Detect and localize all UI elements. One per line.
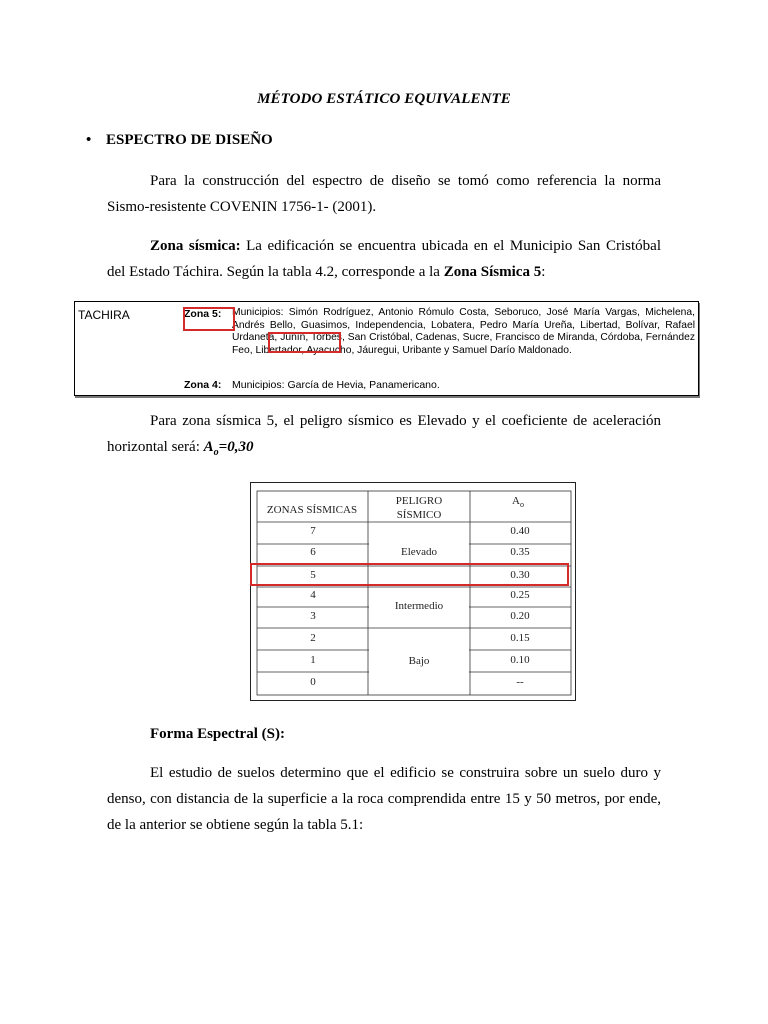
ao-value-1: 0.10 [510,654,530,666]
ao-symbol: A [203,439,214,455]
highlight-zona-5 [183,307,235,331]
peligro-bajo: Bajo [408,655,430,667]
tachira-zone-table [74,301,699,396]
zone-0: 0 [310,676,316,688]
highlight-zona-5-row [250,563,569,586]
ao-value: =0,30 [218,439,254,455]
zone-5: 5 [310,569,316,581]
paragraph-suelos-text: El estudio de suelos determino que el edificio se construira sobre un suelo duro y denso, con distancia de la superficie a la roca comprendida entre 15 y 50 metros, por ende, de la anterior se obtiene según la tabla 5.1: [107,765,661,833]
zona-sismica-colon: : [541,264,546,280]
zona-5-municipios: Municipios: Simón Rodríguez, Antonio Rómulo Costa, Seboruco, José María Vargas, Michelena, Andrés Bello, Guasimos, Independencia, Lobatera, Pedro María Ureña, Libertad, Bolívar, Rafael Urdaneta, Junín, Torbes, San Cristóbal, Cadenas, Sucre, Francisco de Miranda, Córdoba, Fernández Feo, Libertador, Ayacucho, Jáuregui, Uribante y Samuel Darío Maldonado. [232,307,695,356]
zone-3: 3 [310,610,316,622]
zona-5-label: Zona 5: [184,308,222,320]
paragraph-norma [107,168,661,220]
paragraph-norma-text: Para la construcción del espectro de diseño se tomó como referencia la norma Sismo-resistente COVENIN 1756-1- (2001). [107,173,661,215]
ao-value-7: 0.40 [510,525,530,537]
zonas-sismicas-table [250,482,576,701]
header-sismico: SÍSMICO [396,509,442,521]
peligro-elevado: Elevado [400,546,438,558]
zona-sismica-value: Zona Sísmica 5 [443,264,542,280]
bullet-icon: • [86,132,92,148]
paragraph-zona-sismica [107,233,661,285]
zona-sismica-label: Zona sísmica: [150,238,241,254]
document-title: MÉTODO ESTÁTICO EQUIVALENTE [257,91,511,107]
zone-4: 4 [310,589,316,601]
header-ao: $A_o$ [512,495,524,509]
ao-value-3: 0.20 [510,610,530,622]
header-peligro: PELIGRO [395,495,443,507]
section-title: ESPECTRO DE DISEÑO [106,132,273,148]
zone-7: 7 [310,525,316,537]
peligro-intermedio: Intermedio [394,600,444,612]
ao-value-5: 0.30 [510,569,530,581]
zona-sismica-text: La edificación se encuentra ubicada en el Municipio San Cristóbal del Estado Táchira. Según la tabla 4.2, corresponde a la [107,238,661,280]
highlight-san-cristobal [268,332,341,353]
peligro-text: Para zona sísmica 5, el peligro sísmico es Elevado y el coeficiente de aceleración horizontal será: [107,413,661,455]
zone-1: 1 [310,654,316,666]
zone-6: 6 [310,546,316,558]
section-heading [86,132,273,149]
ao-value-0: -- [516,676,524,688]
zona-4-municipios: Municipios: García de Hevia, Panamericano. [232,379,440,391]
forma-espectral-heading: Forma Espectral (S): [150,726,285,742]
state-name: TACHIRA [78,308,130,322]
ao-value-4: 0.25 [510,589,530,601]
ao-value-6: 0.35 [510,546,530,558]
paragraph-peligro [107,408,661,466]
header-zonas: ZONAS SÍSMICAS [266,504,358,516]
paragraph-suelos [107,760,661,838]
ao-value-2: 0.15 [510,632,530,644]
ao-subscript: o [213,447,219,458]
zone-2: 2 [310,632,316,644]
zona-4-label: Zona 4: [184,379,222,391]
